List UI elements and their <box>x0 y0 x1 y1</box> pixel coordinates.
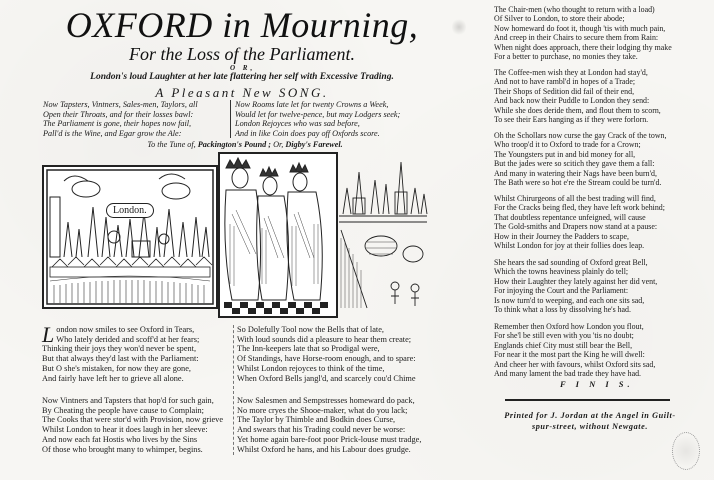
stanza <box>494 322 655 378</box>
crowned-figures-illustration <box>220 154 336 316</box>
three-kings-woodcut <box>218 152 338 318</box>
verse-line: Now homeward do foot it, though 'tis with much pain, <box>494 23 666 33</box>
verse-line: And creep in their Chairs to secure them from Rain: <box>494 33 659 43</box>
verse-line: Is now turn'd to weeping, and each one sits sad, <box>494 295 645 305</box>
argument-line: Now Tapsters, Vintners, Sales-men, Taylors, all <box>43 100 198 109</box>
verse-line: The Cooks that were stor'd with Provision, now grieve <box>42 415 224 425</box>
stanza <box>237 396 421 454</box>
verse-line: And swears that his Trading could never be worse: <box>237 425 406 435</box>
verse-line: When Oxford Bells jangl'd, and scarcely cou'd Chime <box>237 373 416 383</box>
tune-prefix: To the Tune of, <box>147 140 196 149</box>
imprint-line: spur-street, without Newgate. <box>531 422 649 431</box>
verse-line: And fairly have left her to grieve all alone. <box>42 373 184 383</box>
verse-line: But O she's mistaken, for now they are gone, <box>42 363 191 373</box>
verse-line: The Inn-keepers late that so Prodigal were, <box>237 344 380 354</box>
alternate-title: London's loud Laughter at her late flattering her self with Excessive Trading. <box>90 72 394 82</box>
finis: F I N I S. <box>560 379 634 389</box>
verse-line: To see their Ears hanging as if they were forlorn. <box>494 115 649 125</box>
verse-line: Oh the Schollars now curse the gay Crack of the town, <box>494 131 667 140</box>
verse-line: And cheer her with favours, whilst Oxford sits sad, <box>494 359 656 369</box>
verse-line: No more cryes the Shooe-maker, what do you lack; <box>237 405 408 415</box>
town-woodcut <box>337 158 429 314</box>
verse-line: Which the towns heaviness plainly do tell; <box>494 267 629 277</box>
verse-line: Of Standings, have Horse-room enough, and to spare: <box>237 354 416 364</box>
verse-line: The Youngsters put in and bid money for all, <box>494 149 636 159</box>
verse-line: Now Salesmen and Sempstresses homeward do pack, <box>237 396 415 405</box>
town-procession-illustration <box>337 158 429 314</box>
verse-line: ondon now smiles to see Oxford in Tears, <box>56 325 195 334</box>
verse-line: She hears the sad sounding of Oxford great Bell, <box>494 258 648 267</box>
song-heading: A Pleasant New SONG. <box>155 85 329 100</box>
verse-line: How their Laughter they lately against her did vent, <box>494 276 658 286</box>
verse-line: For near it the most part the King he will dwell: <box>494 350 645 360</box>
verse-line: Who troop'd it to Oxford to trade for a Crown; <box>494 140 641 150</box>
tune-line <box>60 140 430 150</box>
verse-line: Their Shops of Sedition did fail of their end, <box>494 86 635 96</box>
verse-line: How in their Journey the Padders to scape, <box>494 231 629 241</box>
verse-line: And many in watering their Nags have been burn'd, <box>494 168 657 178</box>
argument-line: Open their Throats, and for their losses bawl: <box>43 109 194 119</box>
verse-line: For she'l be still even with you 'tis no doubt; <box>494 331 634 341</box>
argument-line: The Parliament is gone, their hopes now fail, <box>43 119 192 128</box>
tune-name-1: Packington's Pound ; <box>197 140 272 149</box>
verse-line: Yet home again bare-foot poor Prick-louse must tradge, <box>237 434 422 444</box>
stanza <box>494 5 672 61</box>
or-separator: O R, <box>230 64 256 72</box>
library-stamp-icon <box>672 432 700 470</box>
tune-or: Or, <box>273 140 284 149</box>
printer-imprint <box>490 410 690 432</box>
ink-smudge <box>452 18 466 36</box>
verse-line: The Gold-smiths and Drapers now stand at a pause: <box>494 222 658 232</box>
imprint-line: Printed for J. Jordan at the Angel in Guilt- <box>504 411 676 420</box>
ballad-subtitle: For the Loss of the Parliament. <box>129 44 355 64</box>
stanza <box>42 322 200 383</box>
verse-line: That doubtless repentance unfeigned, will cause <box>494 212 646 222</box>
argument-line: Would let for twelve-pence, but may Lodgers seek; <box>235 109 401 119</box>
stanza <box>494 131 666 187</box>
stanza <box>42 396 223 454</box>
verse-line: But that always they'd last with the Parliament: <box>42 354 199 364</box>
stanza <box>494 258 657 314</box>
verse-line: And many lament the bad trade they have had. <box>494 369 642 379</box>
london-banner-label: London. <box>106 203 154 218</box>
verse-line: Whilst London for joy at their follies does leap. <box>494 241 645 251</box>
verse-line: Whilst Chirurgeons of all the best trading will find, <box>494 194 656 203</box>
verse-line: Remember then Oxford how London you flout, <box>494 322 644 331</box>
argument-left-column <box>43 100 230 138</box>
verse-line: Englands chief City must still bear the Bell, <box>494 340 633 350</box>
verse-line: For injoying the Court and the Parliament: <box>494 286 629 296</box>
stanza <box>237 325 416 383</box>
ballad-title: OXFORD in Mourning, <box>65 5 419 45</box>
verse-line: Whilst London to hear it does laugh in her sleeve: <box>42 425 208 435</box>
verse-line: When night does approach, there their lodging thy make <box>494 42 672 52</box>
argument-line: And in like Coin does pay off Oxfords score. <box>235 128 380 138</box>
verse-line: The Bath were so hot e're the Stream could be turn'd. <box>494 178 662 188</box>
argument-right-column <box>230 100 423 138</box>
verse-line: And now each fat Hostis who lives by the Sins <box>42 434 198 444</box>
verse-line: With loud sounds did a pleasure to hear them create; <box>237 334 412 344</box>
verse-line: Now Vintners and Tapsters that hop'd for such gain, <box>42 396 214 405</box>
horizontal-rule <box>505 399 670 401</box>
verse-line: Who lately derided and scoff'd at her fears; <box>56 334 200 344</box>
verse-line: While she does deride them, and flout them to scorn, <box>494 105 661 115</box>
verse-line: For a better to purchase, no monies they take. <box>494 52 638 62</box>
verse-line: Whilst Oxford he hans, and his Labour does grudge. <box>237 444 411 454</box>
verse-line: The Taylor by Thimble and Bodkin does Curse, <box>237 415 396 425</box>
verse-line: But the jades were so scitich they gave them a fall: <box>494 159 655 169</box>
argument-verse <box>43 100 423 138</box>
verse-line: So Dolefully Tool now the Bells that of late, <box>237 325 384 334</box>
verse-line: The Coffee-men wish they at London had stay'd, <box>494 68 648 77</box>
london-skyline-illustration <box>44 167 216 307</box>
stanza <box>494 194 665 250</box>
verse-line: The Chair-men (who thought to return with a load) <box>494 5 655 14</box>
verse-line: Of those who brought many to whimper, begins. <box>42 444 203 454</box>
tune-name-2: Digby's Farewel. <box>285 140 343 149</box>
verse-line: Of Silver to London, to store their abode; <box>494 14 625 24</box>
verse-line: Thinking their joys they won'd never be spent, <box>42 344 197 354</box>
argument-line: Pall'd is the Wine, and Egar grow the Ale: <box>43 128 182 138</box>
verse-line: Whilst London rejoyces to think of the time, <box>237 363 385 373</box>
column-divider <box>233 325 234 455</box>
stanza <box>494 68 661 124</box>
drop-cap: L <box>42 322 55 347</box>
verse-line: And back now their Puddle to London they send: <box>494 96 650 106</box>
argument-line: Now Rooms late let for twenty Crowns a Week, <box>235 100 389 109</box>
verse-line: And not to have rambl'd in hopes of a Trade; <box>494 77 636 87</box>
argument-line: London Rejoyces who was sad before, <box>235 119 360 128</box>
verse-line: For the Cracks being fled, they have left work behind; <box>494 203 665 213</box>
london-woodcut <box>42 165 218 309</box>
verse-line: By Cheating the people have cause to Complain; <box>42 405 204 415</box>
verse-line: To think what a loss by dissolving he's had. <box>494 305 631 315</box>
